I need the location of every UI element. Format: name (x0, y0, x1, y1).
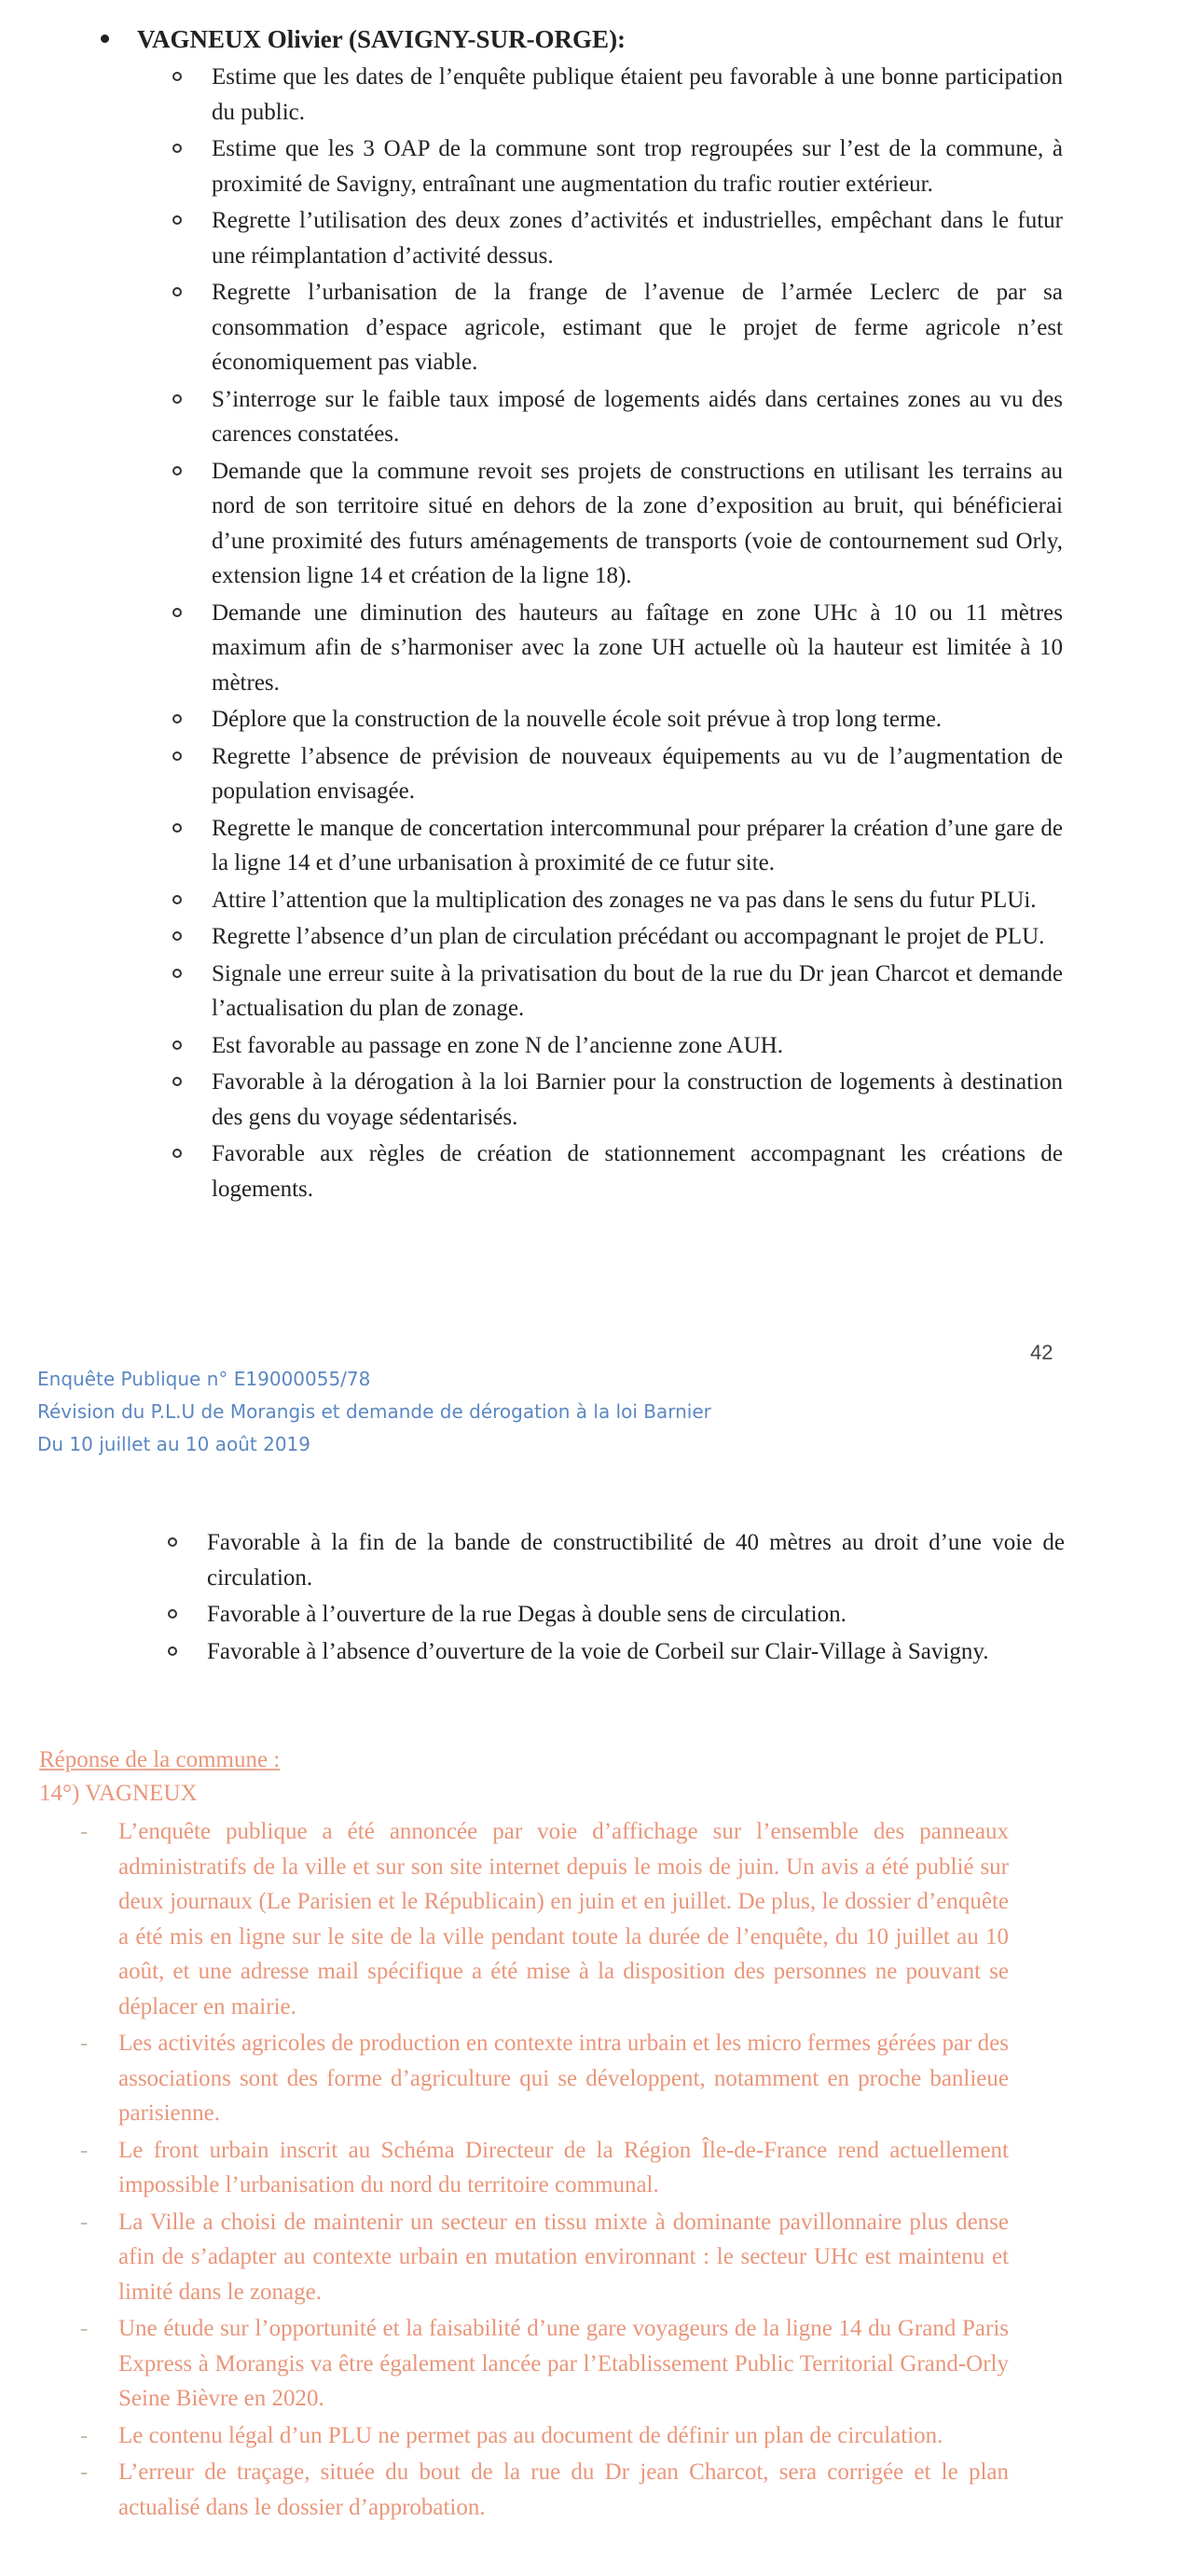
response-list (76, 1814, 1009, 2525)
contributor-heading (101, 22, 626, 56)
observation-item (172, 957, 1063, 1026)
document-footer (37, 1363, 711, 1461)
dash-icon: - (80, 2031, 89, 2056)
page-number: 42 (1030, 1341, 1053, 1364)
observation-text: Favorable à l’ouverture de la rue Degas à double sens de circulation. (207, 1602, 847, 1627)
observation-item (172, 131, 1063, 201)
dash-icon: - (80, 2316, 89, 2341)
observation-item (172, 275, 1063, 380)
hollow-circle-icon (172, 1040, 182, 1050)
response-text: Le contenu légal d’un PLU ne permet pas au document de définir un plan de circulation. (118, 2422, 943, 2448)
observation-text: Regrette l’absence d’un plan de circulation précédant ou accompagnant le projet de PLU. (212, 924, 1045, 949)
response-text: Le front urbain inscrit au Schéma Directeur de la Région Île-de-France rend actuellement impossible l’urbanisation du nord du territoire communal. (118, 2137, 1009, 2197)
hollow-circle-icon (172, 931, 182, 941)
hollow-circle-icon (172, 1149, 182, 1158)
observation-text: Demande que la commune revoit ses projets de constructions en utilisant les terrains au nord de son territoire situé en dehors de la zone d’exposition au bruit, qui bénéficierai d’une proximité des futurs aménagements de transports (voie de contournement sud Orly, extension ligne 14 et création de la ligne 18). (212, 458, 1063, 588)
hollow-circle-icon (172, 215, 182, 225)
hollow-circle-icon (172, 714, 182, 723)
observation-text: Est favorable au passage en zone N de l’ancienne zone AUH. (212, 1032, 783, 1058)
observation-item (172, 1028, 1063, 1064)
dash-icon: - (80, 2137, 89, 2163)
response-item (76, 1814, 1009, 2024)
hollow-circle-icon (172, 823, 182, 833)
hollow-circle-icon (172, 1077, 182, 1086)
response-text: L’erreur de traçage, située du bout de la rue du Dr jean Charcot, sera corrigée et le plan actualisé dans le dossier d’approbation. (118, 2459, 1009, 2520)
observation-text: Regrette l’absence de prévision de nouveaux équipements au vu de l’augmentation de population envisagée. (212, 743, 1063, 804)
commune-response (39, 1743, 1065, 2527)
hollow-circle-icon (172, 72, 182, 81)
hollow-circle-icon (172, 144, 182, 153)
observation-text: Regrette le manque de concertation intercommunal pour préparer la création d’une gare de la ligne 14 et d’une urbanisation à proximité de ce futur site. (212, 815, 1063, 875)
observation-item (172, 60, 1063, 130)
response-item (76, 2455, 1009, 2525)
observation-item (172, 1136, 1063, 1206)
dash-icon: - (80, 2459, 89, 2485)
footer-subject: Révision du P.L.U de Morangis et demande de dérogation à la loi Barnier (37, 1400, 711, 1423)
footer-dates: Du 10 juillet au 10 août 2019 (37, 1433, 311, 1455)
hollow-circle-icon (172, 466, 182, 475)
hollow-circle-icon (172, 608, 182, 617)
response-text: La Ville a choisi de maintenir un secteur en tissu mixte à dominante pavillonnaire plus dense afin de s’adapter au contexte urbain en mutation environnant : le secteur UHc est maintenu et limité dans le zonage. (118, 2209, 1009, 2305)
response-subheading: 14°) VAGNEUX (39, 1781, 198, 1806)
observation-item (172, 1065, 1063, 1135)
hollow-circle-icon (168, 1646, 177, 1656)
observation-text: Attire l’attention que la multiplication des zonages ne va pas dans le sens du futur PLUi. (212, 887, 1037, 913)
response-item (76, 2026, 1009, 2131)
observation-item (172, 739, 1063, 809)
observation-item (172, 702, 1063, 737)
observation-text: Favorable à la dérogation à la loi Barnier pour la construction de logements à destination des gens du voyage sédentarisés. (212, 1069, 1063, 1130)
response-item (76, 2311, 1009, 2417)
filled-disc-icon (101, 34, 109, 43)
hollow-circle-icon (172, 969, 182, 978)
hollow-circle-icon (172, 394, 182, 404)
observation-text: Demande une diminution des hauteurs au faîtage en zone UHc à 10 ou 11 mètres maximum afin de s’harmoniser avec la zone UH actuelle où la hauteur est limitée à 10 mètres. (212, 599, 1063, 696)
response-item (76, 2133, 1009, 2203)
footer-inquiry-number: Enquête Publique n° E19000055/78 (37, 1368, 371, 1390)
response-item (76, 2205, 1009, 2310)
dash-icon: - (80, 2209, 89, 2235)
observation-text: Estime que les dates de l’enquête publique étaient peu favorable à une bonne participation du public. (212, 64, 1063, 125)
observation-text: Regrette l’urbanisation de la frange de l’avenue de l’armée Leclerc de par sa consommation d’espace agricole, estimant que le projet de ferme agricole n’est économiquement pas viable. (212, 280, 1063, 375)
dash-icon: - (80, 2422, 89, 2448)
response-heading: Réponse de la commune : (39, 1747, 281, 1772)
observation-item (172, 203, 1063, 273)
response-item (76, 2418, 1009, 2454)
observation-item (168, 1634, 1065, 1670)
observation-item (172, 454, 1063, 594)
observation-item (168, 1597, 1065, 1632)
observations-list (172, 60, 1063, 1208)
observation-item (172, 596, 1063, 701)
observation-item (172, 811, 1063, 881)
contributor-name: VAGNEUX Olivier (SAVIGNY-SUR-ORGE): (137, 25, 626, 53)
observations-list-continued (168, 1525, 1065, 1671)
observation-item (172, 883, 1063, 918)
observation-text: Favorable à l’absence d’ouverture de la voie de Corbeil sur Clair-Village à Savigny. (207, 1638, 989, 1664)
response-text: Une étude sur l’opportunité et la faisabilité d’une gare voyageurs de la ligne 14 du Grand Paris Express à Morangis va être également lancée par l’Etablissement Public Territorial Grand-Orly Seine Bièvre en 2020. (118, 2316, 1009, 2411)
response-text: L’enquête publique a été annoncée par voie d’affichage sur l’ensemble des panneaux administratifs de la ville et sur son site internet depuis le mois de juin. Un avis a été publié sur deux journaux (Le Parisien et le Républicain) en juin et en juillet. De plus, le dossier d’enquête a été mis en ligne sur le site de la ville pendant toute la durée de l’enquête, du 10 juillet au 10 août, et une adresse mail spécifique a été mise à la disposition des personnes ne pouvant se déplacer en mairie. (118, 1819, 1009, 2019)
observation-text: Déplore que la construction de la nouvelle école soit prévue à trop long terme. (212, 707, 943, 732)
observation-text: Favorable à la fin de la bande de constructibilité de 40 mètres au droit d’une voie de circulation. (207, 1530, 1065, 1591)
observation-text: Favorable aux règles de création de stationnement accompagnant les créations de logements. (212, 1141, 1063, 1202)
dash-icon: - (80, 1819, 89, 1844)
hollow-circle-icon (172, 751, 182, 761)
hollow-circle-icon (168, 1537, 177, 1547)
observation-text: Estime que les 3 OAP de la commune sont trop regroupées sur l’est de la commune, à proximité de Savigny, entraînant une augmentation du trafic routier extérieur. (212, 136, 1063, 197)
hollow-circle-icon (172, 895, 182, 904)
observation-text: S’interroge sur le faible taux imposé de logements aidés dans certaines zones au vu des carences constatées. (212, 386, 1063, 447)
response-text: Les activités agricoles de production en contexte intra urbain et les micro fermes gérées par des associations sont des forme d’agriculture qui se développent, notamment en proche banlieue parisienne. (118, 2031, 1009, 2126)
hollow-circle-icon (172, 287, 182, 296)
observation-item (172, 919, 1063, 955)
observation-text: Signale une erreur suite à la privatisation du bout de la rue du Dr jean Charcot et demande l’actualisation du plan de zonage. (212, 960, 1063, 1021)
hollow-circle-icon (168, 1609, 177, 1619)
observation-text: Regrette l’utilisation des deux zones d’activités et industrielles, empêchant dans le futur une réimplantation d’activité dessus. (212, 208, 1063, 269)
observation-item (168, 1525, 1065, 1595)
observation-item (172, 382, 1063, 452)
